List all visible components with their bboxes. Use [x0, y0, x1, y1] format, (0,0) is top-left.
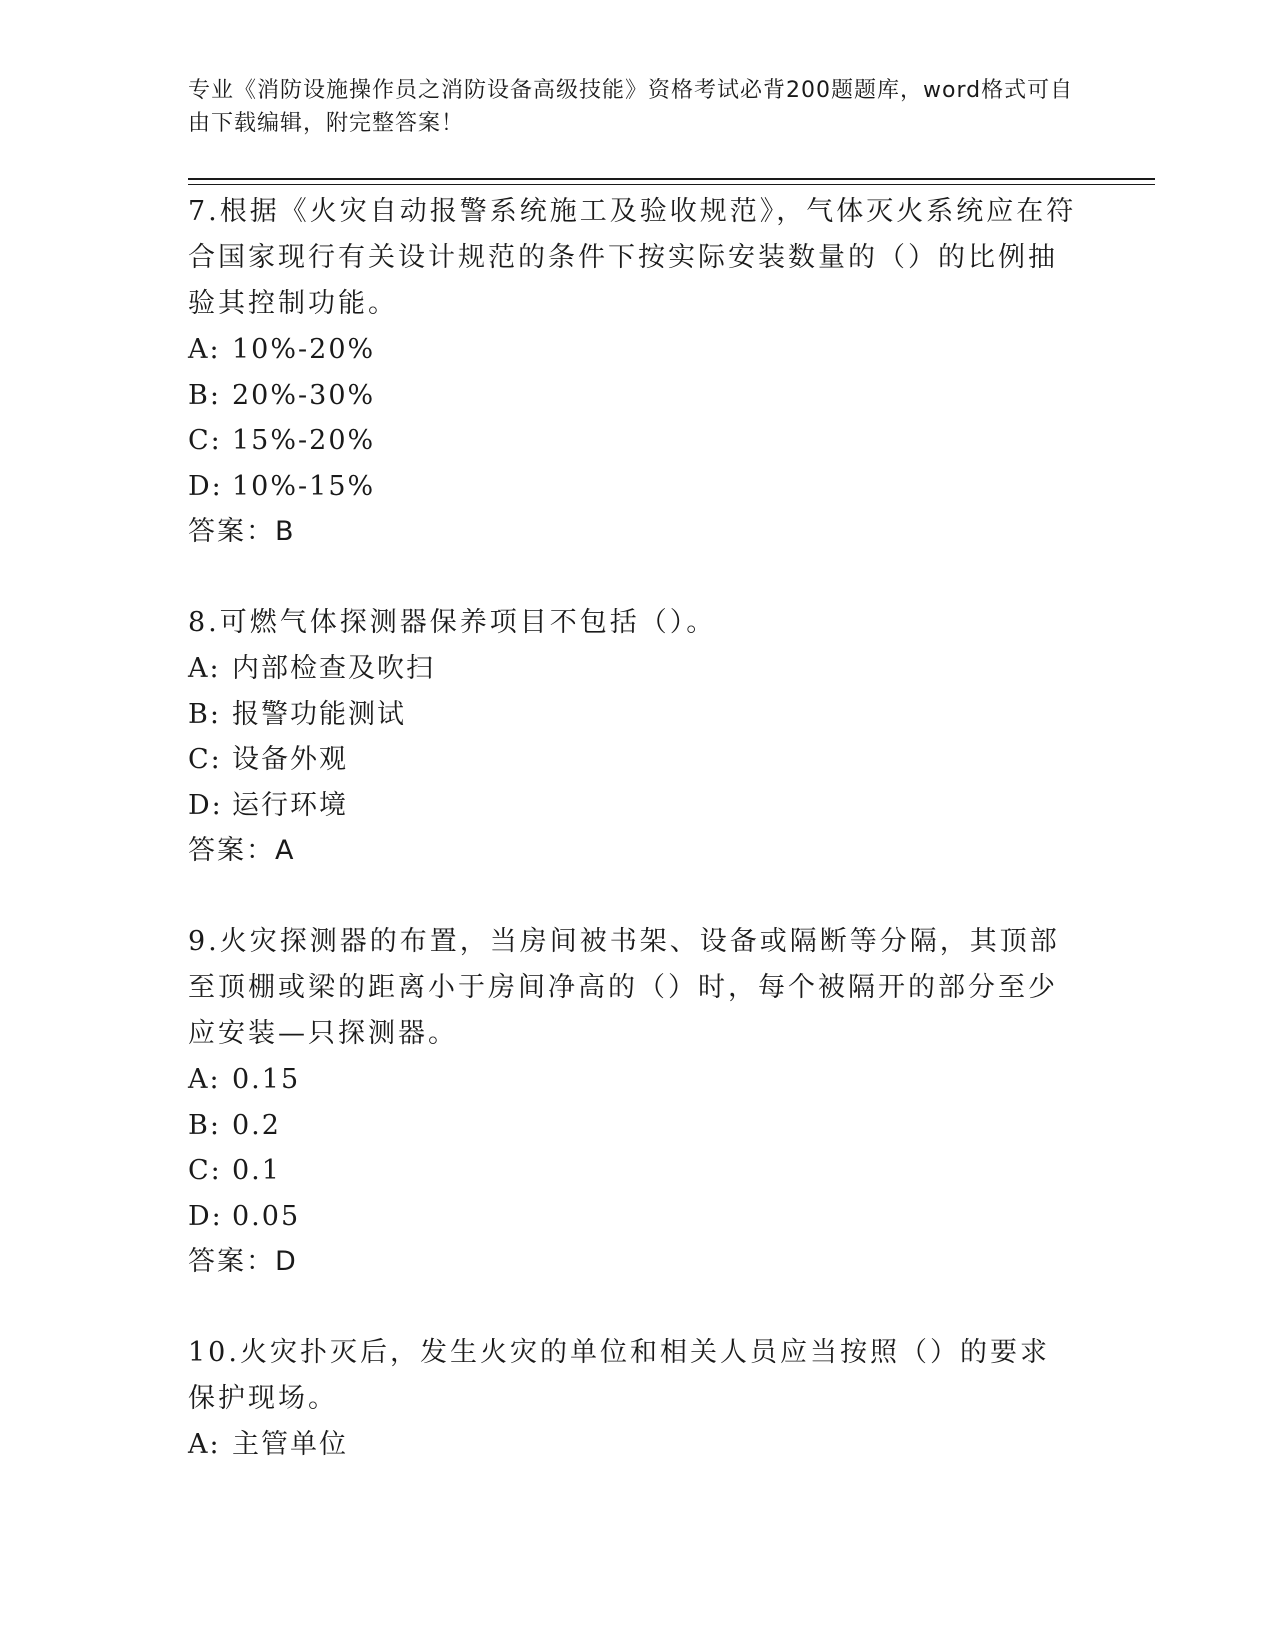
option-letter: B: [188, 379, 221, 411]
option-text: 0.15 [232, 1064, 301, 1095]
answer-line: 答案：D [188, 1246, 298, 1277]
header-divider-thin [188, 184, 1155, 185]
option-b [188, 373, 1078, 419]
option-a [188, 1422, 1078, 1468]
option-a [188, 1057, 1078, 1103]
option-d [188, 464, 1078, 510]
option-letter: A: [188, 334, 221, 365]
option-text: 0.05 [232, 1200, 301, 1232]
option-text: 15%-20% [232, 425, 376, 456]
question-spacer [188, 1285, 1078, 1330]
option-c [188, 737, 1078, 783]
option-letter: A: [188, 1064, 221, 1095]
option-letter: C: [188, 744, 222, 775]
option-letter: A: [188, 1429, 221, 1460]
option-text: 0.1 [232, 1155, 281, 1186]
question-spacer [188, 874, 1078, 919]
question-text: 8.可燃气体探测器保养项目不包括（）。 [188, 607, 717, 638]
option-text: 内部检查及吹扫 [232, 653, 435, 684]
document-header: 专业《消防设施操作员之消防设备高级技能》资格考试必背200题题库，word格式可自由下载编辑，附完整答案！ [188, 78, 1074, 136]
option-b [188, 1103, 1078, 1149]
question-7 [188, 189, 1078, 555]
question-10 [188, 1330, 1078, 1468]
answer-line: 答案：A [188, 835, 296, 866]
option-text: 报警功能测试 [232, 698, 406, 730]
option-text: 20%-30% [232, 379, 376, 411]
option-text: 运行环境 [232, 789, 348, 821]
question-text: 7.根据《火灾自动报警系统施工及验收规范》，气体灭火系统应在符合国家现行有关设计规范的条件下按实际安装数量的（）的比例抽验其控制功能。 [188, 196, 1077, 319]
option-letter: D: [188, 789, 223, 821]
question-text: 10.火灾扑灭后，发生火灾的单位和相关人员应当按照（）的要求保护现场。 [188, 1337, 1050, 1414]
question-text: 9.火灾探测器的布置，当房间被书架、设备或隔断等分隔，其顶部至顶棚或梁的距离小于房间净高的（）时，每个被隔开的部分至少应安装—只探测器。 [188, 926, 1060, 1049]
option-letter: B: [188, 1109, 221, 1141]
option-a [188, 646, 1078, 692]
option-text: 设备外观 [232, 744, 348, 775]
question-8 [188, 600, 1078, 874]
option-d [188, 1194, 1078, 1240]
option-c [188, 418, 1078, 464]
question-9 [188, 919, 1078, 1285]
header-divider-thick [188, 178, 1155, 180]
option-c [188, 1148, 1078, 1194]
option-letter: C: [188, 425, 222, 456]
option-text: 10%-15% [232, 470, 376, 502]
option-letter: A: [188, 653, 221, 684]
option-d [188, 783, 1078, 829]
option-letter: B: [188, 698, 221, 730]
option-a [188, 327, 1078, 373]
option-letter: D: [188, 470, 223, 502]
option-letter: C: [188, 1155, 222, 1186]
question-list [188, 189, 1078, 1468]
question-spacer [188, 555, 1078, 600]
answer-line: 答案：B [188, 516, 296, 547]
option-text: 0.2 [232, 1109, 281, 1141]
option-text: 10%-20% [232, 334, 376, 365]
option-text: 主管单位 [232, 1429, 348, 1460]
option-letter: D: [188, 1200, 223, 1232]
option-b [188, 692, 1078, 738]
